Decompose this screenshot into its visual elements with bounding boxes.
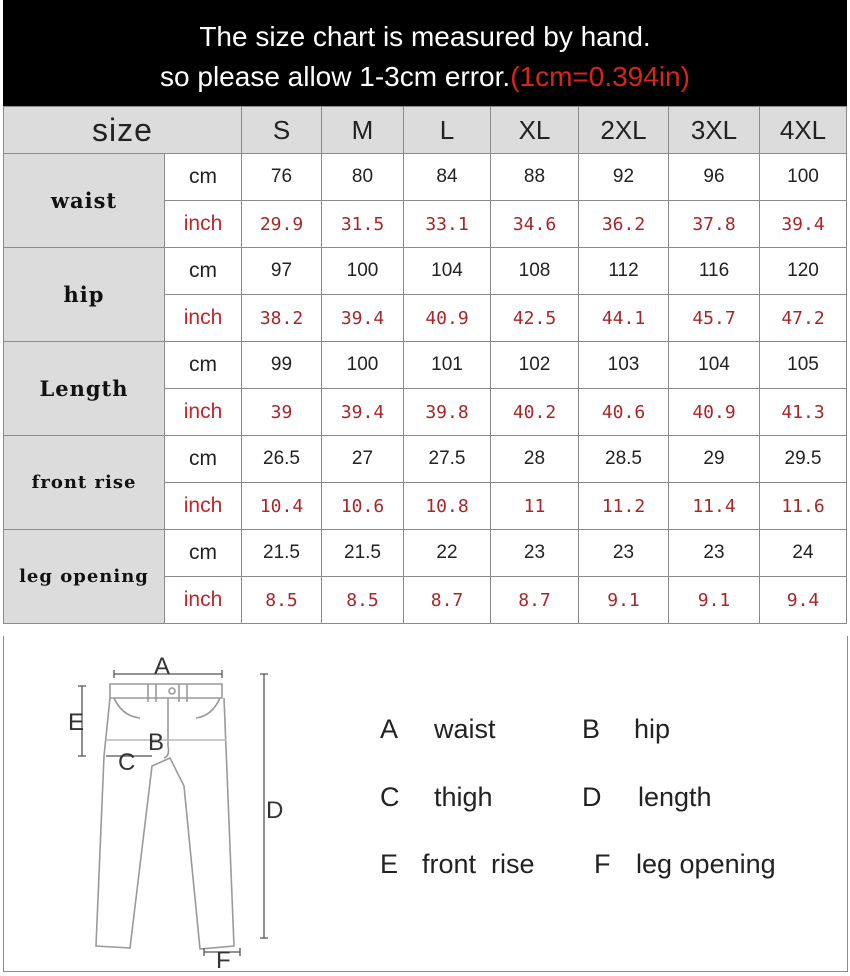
length-inch-2xl: 40.6 bbox=[579, 389, 669, 436]
size-header-3xl: 3XL bbox=[669, 107, 760, 154]
legend-key-e: E bbox=[380, 849, 399, 879]
table-row bbox=[4, 248, 847, 295]
length-inch-m: 39.4 bbox=[322, 389, 404, 436]
legend-row-3 bbox=[374, 849, 844, 883]
pants-pockets bbox=[114, 698, 220, 718]
hip-cm-s: 97 bbox=[242, 248, 322, 295]
front-rise-inch-3xl: 11.4 bbox=[669, 483, 760, 530]
waist-inch-xl: 34.6 bbox=[491, 201, 579, 248]
length-inch-l: 39.8 bbox=[404, 389, 491, 436]
leg-opening-inch-xl: 8.7 bbox=[491, 577, 579, 624]
length-inch-s: 39 bbox=[242, 389, 322, 436]
front-rise-cm-2xl: 28.5 bbox=[579, 436, 669, 483]
leg-opening-cm-xl: 23 bbox=[491, 530, 579, 577]
unit-label-cm: cm bbox=[165, 342, 242, 389]
table-row bbox=[4, 436, 847, 483]
header-error-text: so please allow 1-3cm error. bbox=[160, 61, 511, 92]
unit-label-inch: inch bbox=[165, 577, 242, 624]
waist-cm-3xl: 96 bbox=[669, 154, 760, 201]
size-header-l: L bbox=[404, 107, 491, 154]
waist-inch-4xl: 39.4 bbox=[760, 201, 847, 248]
leg-opening-cm-m: 21.5 bbox=[322, 530, 404, 577]
size-header-2xl: 2XL bbox=[579, 107, 669, 154]
waist-inch-s: 29.9 bbox=[242, 201, 322, 248]
legend-row-1 bbox=[374, 714, 844, 748]
front-rise-cm-s: 26.5 bbox=[242, 436, 322, 483]
unit-label-inch: inch bbox=[165, 201, 242, 248]
length-cm-xl: 102 bbox=[491, 342, 579, 389]
leg-opening-cm-s: 21.5 bbox=[242, 530, 322, 577]
diagram-label-a: A bbox=[154, 653, 171, 680]
measurement-diagram-panel bbox=[3, 636, 848, 972]
size-header-4xl: 4XL bbox=[760, 107, 847, 154]
hip-cm-m: 100 bbox=[322, 248, 404, 295]
length-cm-m: 100 bbox=[322, 342, 404, 389]
hip-inch-3xl: 45.7 bbox=[669, 295, 760, 342]
length-cm-3xl: 104 bbox=[669, 342, 760, 389]
unit-label-inch: inch bbox=[165, 295, 242, 342]
front-rise-inch-4xl: 11.6 bbox=[760, 483, 847, 530]
front-rise-inch-s: 10.4 bbox=[242, 483, 322, 530]
front-rise-cm-xl: 28 bbox=[491, 436, 579, 483]
leg-opening-cm-2xl: 23 bbox=[579, 530, 669, 577]
front-rise-cm-l: 27.5 bbox=[404, 436, 491, 483]
hip-inch-4xl: 47.2 bbox=[760, 295, 847, 342]
hip-cm-4xl: 120 bbox=[760, 248, 847, 295]
legend-key-f: F bbox=[594, 849, 611, 879]
hip-inch-2xl: 44.1 bbox=[579, 295, 669, 342]
hip-cm-xl: 108 bbox=[491, 248, 579, 295]
legend-text-length: length bbox=[638, 782, 712, 812]
length-inch-xl: 40.2 bbox=[491, 389, 579, 436]
length-inch-3xl: 40.9 bbox=[669, 389, 760, 436]
measurement-label-leg-opening: leg opening bbox=[4, 530, 165, 624]
front-rise-inch-2xl: 11.2 bbox=[579, 483, 669, 530]
waist-cm-xl: 88 bbox=[491, 154, 579, 201]
unit-label-cm: cm bbox=[165, 154, 242, 201]
waist-inch-3xl: 37.8 bbox=[669, 201, 760, 248]
waist-cm-m: 80 bbox=[322, 154, 404, 201]
pants-waistband bbox=[110, 684, 222, 698]
front-rise-inch-l: 10.8 bbox=[404, 483, 491, 530]
table-header-row bbox=[4, 107, 847, 154]
front-rise-inch-xl: 11 bbox=[491, 483, 579, 530]
front-rise-cm-3xl: 29 bbox=[669, 436, 760, 483]
header-banner bbox=[3, 0, 847, 106]
waist-inch-l: 33.1 bbox=[404, 201, 491, 248]
pants-diagram bbox=[44, 646, 324, 971]
unit-label-inch: inch bbox=[165, 483, 242, 530]
pants-outline bbox=[96, 698, 234, 949]
hip-cm-2xl: 112 bbox=[579, 248, 669, 295]
hip-cm-l: 104 bbox=[404, 248, 491, 295]
length-cm-4xl: 105 bbox=[760, 342, 847, 389]
legend-text-thigh: thigh bbox=[434, 782, 493, 812]
size-header-m: M bbox=[322, 107, 404, 154]
measurement-label-length: Length bbox=[4, 342, 165, 436]
header-line-1: The size chart is measured by hand. bbox=[199, 21, 651, 52]
diagram-label-f: F bbox=[216, 947, 231, 971]
legend-text-hip: hip bbox=[634, 714, 671, 744]
table-row bbox=[4, 154, 847, 201]
table-row bbox=[4, 530, 847, 577]
measurement-label-waist: waist bbox=[4, 154, 165, 248]
legend-key-a: A bbox=[380, 714, 399, 744]
header-line-2 bbox=[3, 60, 847, 94]
legend-text-waist: waist bbox=[434, 714, 496, 744]
hip-inch-m: 39.4 bbox=[322, 295, 404, 342]
waist-cm-s: 76 bbox=[242, 154, 322, 201]
length-cm-l: 101 bbox=[404, 342, 491, 389]
leg-opening-inch-3xl: 9.1 bbox=[669, 577, 760, 624]
waist-cm-l: 84 bbox=[404, 154, 491, 201]
front-rise-inch-m: 10.6 bbox=[322, 483, 404, 530]
leg-opening-inch-4xl: 9.4 bbox=[760, 577, 847, 624]
length-cm-s: 99 bbox=[242, 342, 322, 389]
size-header-xl: XL bbox=[491, 107, 579, 154]
legend-text-front-rise: front rise bbox=[422, 849, 535, 879]
header-conversion-note: (1cm=0.394in) bbox=[510, 61, 690, 92]
leg-opening-cm-4xl: 24 bbox=[760, 530, 847, 577]
measurement-label-front-rise: front rise bbox=[4, 436, 165, 530]
leg-opening-inch-s: 8.5 bbox=[242, 577, 322, 624]
size-column-header: size bbox=[4, 107, 242, 154]
legend-text-leg-opening: leg opening bbox=[636, 849, 776, 879]
hip-inch-xl: 42.5 bbox=[491, 295, 579, 342]
diagram-label-e: E bbox=[68, 709, 85, 736]
length-cm-2xl: 103 bbox=[579, 342, 669, 389]
diagram-label-c: C bbox=[118, 749, 136, 776]
size-table bbox=[3, 106, 847, 624]
legend-key-d: D bbox=[582, 782, 602, 812]
waist-inch-m: 31.5 bbox=[322, 201, 404, 248]
leg-opening-cm-3xl: 23 bbox=[669, 530, 760, 577]
measurement-label-hip: hip bbox=[4, 248, 165, 342]
front-rise-cm-4xl: 29.5 bbox=[760, 436, 847, 483]
legend-row-2 bbox=[374, 782, 844, 816]
legend-key-b: B bbox=[582, 714, 601, 744]
hip-cm-3xl: 116 bbox=[669, 248, 760, 295]
waist-inch-2xl: 36.2 bbox=[579, 201, 669, 248]
unit-label-inch: inch bbox=[165, 389, 242, 436]
waist-cm-2xl: 92 bbox=[579, 154, 669, 201]
front-rise-cm-m: 27 bbox=[322, 436, 404, 483]
diagram-label-b: B bbox=[148, 729, 165, 756]
leg-opening-cm-l: 22 bbox=[404, 530, 491, 577]
length-inch-4xl: 41.3 bbox=[760, 389, 847, 436]
legend-key-c: C bbox=[380, 782, 400, 812]
hip-inch-l: 40.9 bbox=[404, 295, 491, 342]
table-row bbox=[4, 342, 847, 389]
leg-opening-inch-2xl: 9.1 bbox=[579, 577, 669, 624]
waist-cm-4xl: 100 bbox=[760, 154, 847, 201]
unit-label-cm: cm bbox=[165, 436, 242, 483]
hip-inch-s: 38.2 bbox=[242, 295, 322, 342]
leg-opening-inch-m: 8.5 bbox=[322, 577, 404, 624]
unit-label-cm: cm bbox=[165, 248, 242, 295]
pants-button bbox=[169, 688, 175, 694]
size-header-s: S bbox=[242, 107, 322, 154]
leg-opening-inch-l: 8.7 bbox=[404, 577, 491, 624]
unit-label-cm: cm bbox=[165, 530, 242, 577]
diagram-label-d: D bbox=[266, 797, 284, 824]
pants-fly bbox=[164, 698, 169, 758]
